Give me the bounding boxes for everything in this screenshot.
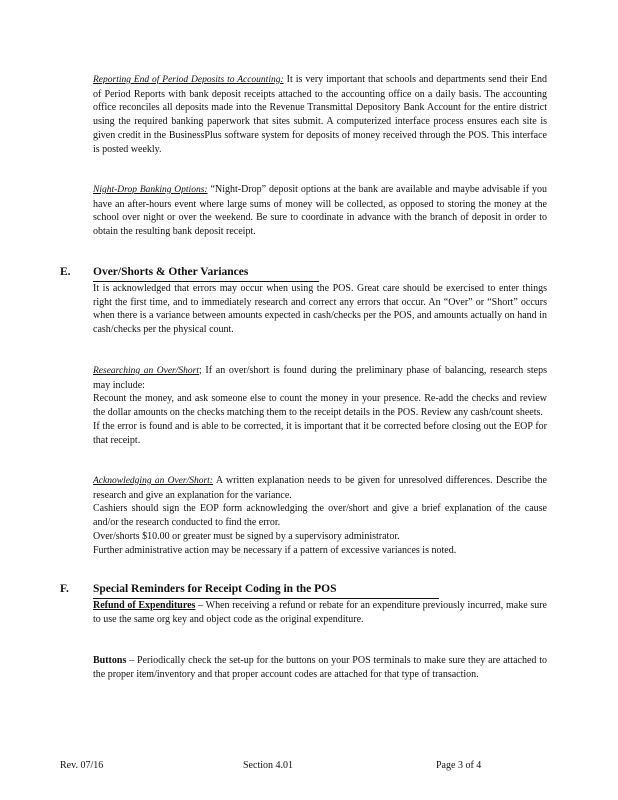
section-e-title: Over/Shorts & Other Variances: [93, 266, 319, 282]
acknowledging-line-3: Over/shorts $10.00 or greater must be signed by a supervisory administrator.: [93, 530, 400, 542]
section-f-letter: F.: [60, 583, 69, 595]
researching-block: [93, 364, 547, 447]
reporting-paragraph: [93, 73, 547, 156]
reporting-body: It is very important that schools and departments send their End of Period Reports with bank deposit receipts attached to the accounting office on a daily basis. The accounting office reconciles all deposits made into the Revenue Transmittal Depository Bank Account for the entire district using the required banking paperwork that sites submit. A computerized interface process ensures each site is given credit in the BusinessPlus software system for deposits of money received through the POS. This interface is posted weekly.: [93, 74, 548, 155]
night-drop-heading: Night-Drop Banking Options:: [93, 185, 208, 195]
researching-intro: ; If an over/short is found during the preliminary phase of balancing, research steps may include:: [93, 365, 547, 391]
section-f-title: Special Reminders for Receipt Coding in the POS: [93, 583, 439, 599]
buttons-heading: Buttons: [93, 655, 127, 666]
acknowledging-line-1: A written explanation needs to be given for unresolved differences. Describe the research and give an explanation for the variance.: [93, 475, 547, 501]
section-e-text: It is acknowledged that errors may occur when using the POS. Great care should be exercised to enter things right the first time, and to immediately research and correct any errors that occur. An “Over” or “Short” occurs when there is a variance between amounts expected in cash/checks per the POS, and amounts actually on hand in cash/checks per the physical count.: [93, 283, 547, 336]
acknowledging-heading: Acknowledging an Over/Short:: [93, 476, 213, 486]
footer-page-number: Page 3 of 4: [436, 760, 482, 771]
researching-heading: Researching an Over/Short: [93, 366, 199, 376]
acknowledging-line-4: Further administrative action may be necessary if a pattern of excessive variances is noted.: [93, 544, 457, 556]
footer-section: Section 4.01: [243, 760, 293, 771]
section-e-body: [93, 282, 547, 337]
night-drop-body: “Night-Drop” deposit options at the bank are available and maybe advisable if you have an after-hours event where large sums of money will be collected, as opposed to storing the money at the school over night or over the weekend. Be sure to coordinate in advance with the branch of deposit in order to obtain the resulting bank deposit receipt.: [93, 184, 547, 238]
acknowledging-block: [93, 474, 547, 557]
footer-revision: Rev. 07/16: [60, 760, 104, 771]
reporting-heading: Reporting End of Period Deposits to Accounting:: [93, 75, 284, 85]
researching-step-2: If the error is found and is able to be corrected, it is important that it be corrected before closing out the EOP for that receipt.: [93, 420, 547, 446]
acknowledging-line-2: Cashiers should sign the EOP form acknowledging the over/short and give a brief explanation of the cause and/or the research conducted to find the error.: [93, 503, 547, 529]
refund-body: – When receiving a refund or rebate for an expenditure previously incurred, make sure to use the same org key and object code as the original expenditure.: [93, 600, 547, 625]
researching-step-1: Recount the money, and ask someone else to count the money in your presence. Re-add the checks and review the dollar amounts on the checks matching them to the receipt details in the POS. Review any cash/count sheets.: [93, 393, 547, 419]
buttons-block: [93, 654, 547, 681]
refund-block: [93, 599, 547, 626]
section-e-letter: E.: [60, 266, 71, 278]
buttons-body: – Periodically check the set-up for the buttons on your POS terminals to make sure they are attached to the proper item/inventory and that proper account codes are attached for that type of transaction.: [93, 655, 547, 680]
refund-heading: Refund of Expenditures: [93, 600, 196, 611]
night-drop-paragraph: [93, 183, 547, 239]
